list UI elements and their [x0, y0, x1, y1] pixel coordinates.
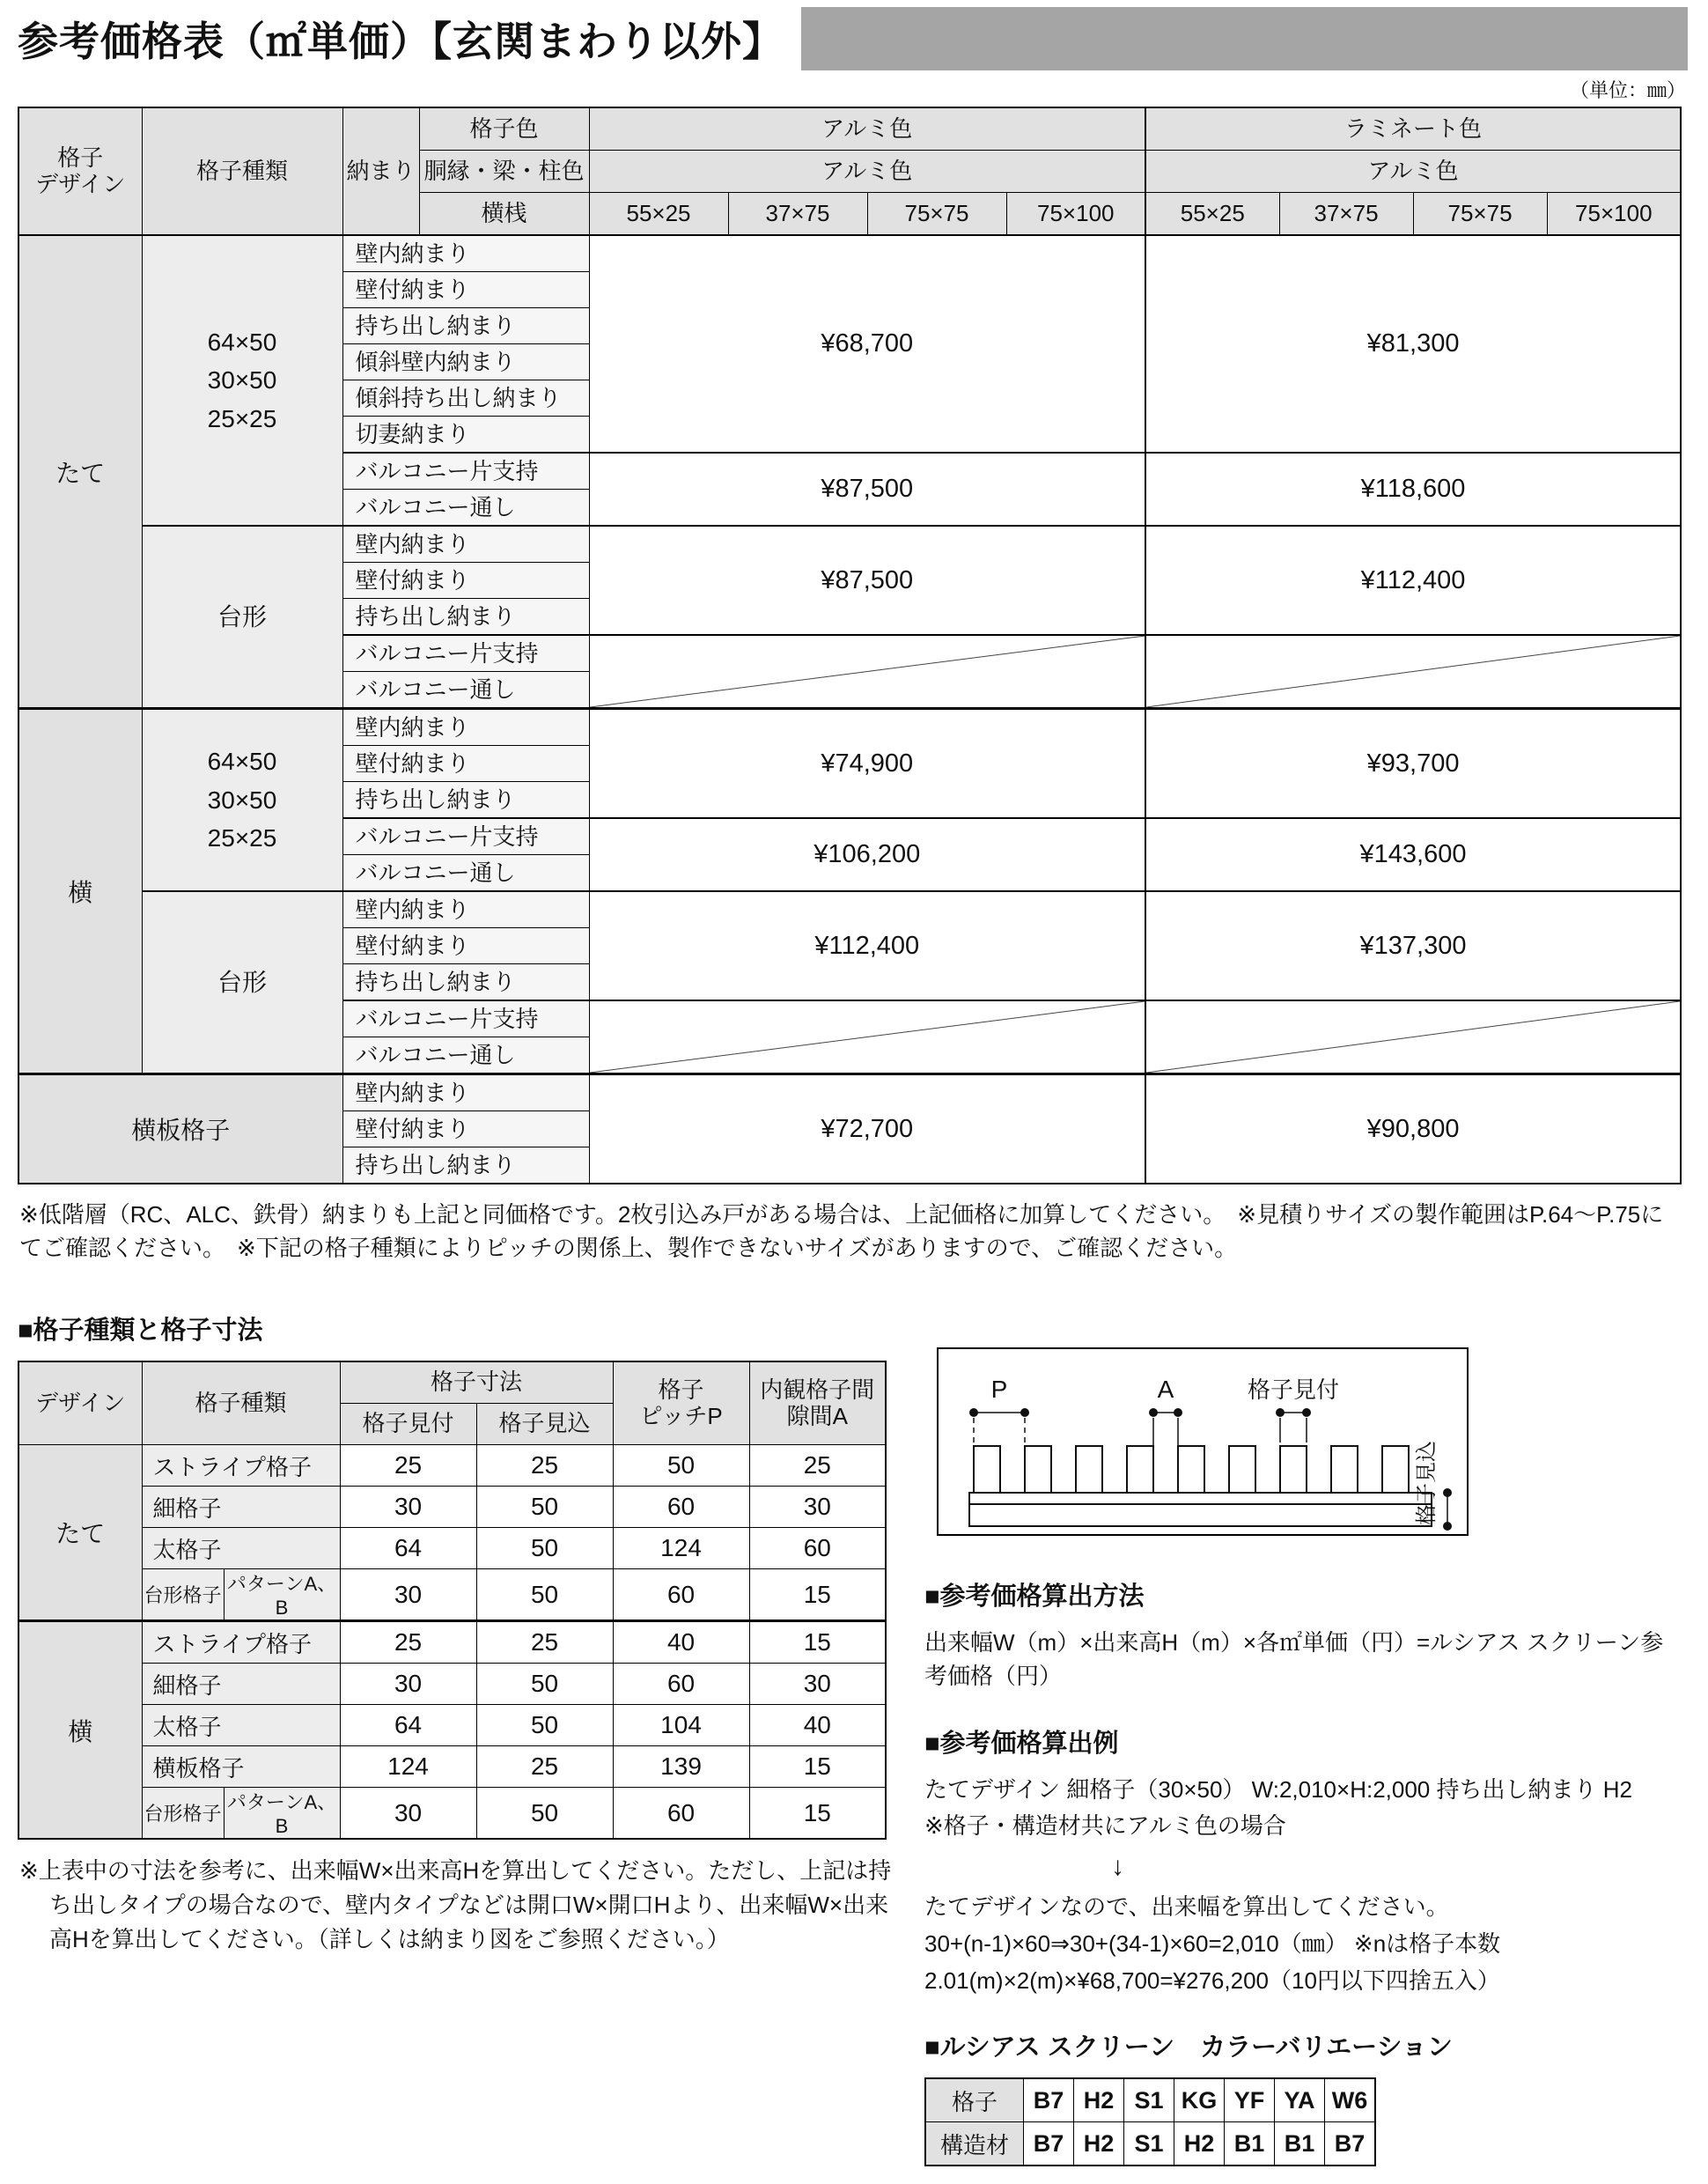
color-code-cell: H2 — [1074, 2078, 1124, 2122]
spec-gap-value: 15 — [749, 1788, 886, 1840]
price-cell: ¥74,900 — [589, 709, 1145, 819]
spec-gap-value: 15 — [749, 1621, 886, 1664]
page-title: 参考価格表（㎡単価）【玄関まわり以外】 — [18, 18, 784, 64]
price-cell: ¥81,300 — [1145, 235, 1681, 453]
spec-pitch-value: 139 — [613, 1746, 749, 1788]
not-available-cell — [1145, 1000, 1681, 1074]
spec-table-note: ※上表中の寸法を参考に、出来幅W×出来高Hを算出してください。ただし、上記は持ち出しタイプの場合なので、壁内タイプなどは開口W×開口Hより、出来幅W×出来高Hを算出してください。（詳しくは納まり図をご参照ください。） — [19, 1857, 892, 1953]
spec-type-cell: 細格子 — [142, 1664, 340, 1705]
diagonal-slash-icon — [1146, 636, 1680, 707]
spec-mitsuke-value: 64 — [340, 1528, 476, 1569]
spec-mitsuke-value: 25 — [340, 1621, 476, 1664]
spec-design-yoko: 横 — [18, 1621, 142, 1840]
osamari-cell: 壁内納まり — [342, 235, 589, 272]
header-frame-color: 胴縁・梁・柱色 — [419, 151, 589, 193]
spec-mikomi-value: 50 — [476, 1705, 613, 1746]
header-yokosan: 横桟 — [419, 193, 589, 236]
header-osamari: 納まり — [342, 107, 419, 235]
price-cell: ¥87,500 — [589, 453, 1145, 526]
diagonal-slash-icon — [590, 636, 1145, 707]
design-cell-tate: たて — [18, 235, 142, 709]
spec-type-cell: 横板格子 — [142, 1746, 340, 1788]
osamari-cell: 壁付納まり — [342, 272, 589, 308]
color-code-cell: YF — [1225, 2078, 1275, 2122]
spec-type-cell: 台形格子 — [142, 1569, 224, 1621]
header-size: 75×100 — [1006, 193, 1145, 236]
spec-pitch-value: 40 — [613, 1621, 749, 1664]
price-table-notes: ※低階層（RC、ALC、鉄骨）納まりも上記と同価格です。2枚引込み戸がある場合は、上記価格に加算してください。 ※見積りサイズの製作範囲はP.64〜P.75にてご確認ください。 ※下記の格子種類によりピッチの関係上、製作できないサイズがありますので、ご確認ください。 — [19, 1201, 1664, 1261]
header-size: 75×75 — [1413, 193, 1547, 236]
spec-pitch-value: 60 — [613, 1569, 749, 1621]
calc-example-line1: たてデザイン 細格子（30×50） W:2,010×H:2,000 持ち出し納まり H2 — [924, 1775, 1632, 1803]
osamari-cell: バルコニー通し — [342, 672, 589, 709]
calc-column — [924, 1310, 1682, 2166]
header-size: 75×100 — [1547, 193, 1681, 236]
spec-mitsuke-value: 30 — [340, 1664, 476, 1705]
design-cell-itagoshi: 横板格子 — [18, 1074, 342, 1184]
header-sub-alumi-1: アルミ色 — [589, 151, 1145, 193]
osamari-cell: 持ち出し納まり — [342, 964, 589, 1001]
bottom-section — [18, 1310, 1688, 2166]
price-cell: ¥137,300 — [1145, 891, 1681, 1000]
color-code-cell: B1 — [1225, 2122, 1275, 2166]
spec-mikomi-value: 50 — [476, 1528, 613, 1569]
spec-type-cell: 太格子 — [142, 1528, 340, 1569]
calc-example-line2: ※格子・構造材共にアルミ色の場合 — [924, 1812, 1286, 1840]
header-lattice-design-line2: デザイン — [35, 170, 126, 197]
spec-header-pitch-line1: 格子 — [658, 1376, 704, 1403]
price-cell: ¥143,600 — [1145, 818, 1681, 891]
spec-mikomi-value: 50 — [476, 1487, 613, 1528]
type-cell-sizes — [142, 709, 342, 892]
header-lattice-design — [18, 107, 142, 235]
color-code-cell: H2 — [1074, 2122, 1124, 2166]
spec-mikomi-value: 25 — [476, 1746, 613, 1788]
type-size-line: 64×50 — [207, 748, 277, 776]
calc-method-formula: 出来幅W（m）×出来高H（m）×各㎡単価（円）=ルシアス スクリーン参考価格（円） — [924, 1629, 1664, 1690]
diagonal-slash-icon — [1146, 1001, 1680, 1073]
spec-header-design: デザイン — [18, 1361, 142, 1445]
calc-example-title: ■参考価格算出例 — [924, 1729, 1119, 1758]
spec-mitsuke-value: 124 — [340, 1746, 476, 1788]
color-row-label: 格子 — [925, 2078, 1024, 2122]
spec-gap-value: 15 — [749, 1746, 886, 1788]
header-size: 75×75 — [867, 193, 1006, 236]
header-sub-alumi-2: アルミ色 — [1145, 151, 1681, 193]
diagram-label-mitsuke: 格子見付 — [1247, 1376, 1340, 1404]
title-gray-bar — [801, 7, 1688, 70]
not-available-cell — [589, 635, 1145, 709]
spec-header-gap-line2: 隙間A — [786, 1402, 848, 1429]
spec-mitsuke-value: 25 — [340, 1445, 476, 1487]
calc-method-title: ■参考価格算出方法 — [924, 1583, 1145, 1612]
spec-type-cell: 太格子 — [142, 1705, 340, 1746]
osamari-cell: 傾斜持ち出し納まり — [342, 380, 589, 417]
osamari-cell: 壁内納まり — [342, 1074, 589, 1111]
spec-header-mikomi: 格子見込 — [476, 1404, 613, 1445]
osamari-cell: 壁内納まり — [342, 709, 589, 746]
type-size-line: 30×50 — [207, 366, 277, 395]
price-cell: ¥112,400 — [589, 891, 1145, 1000]
color-code-cell: W6 — [1325, 2078, 1376, 2122]
osamari-cell: バルコニー片支持 — [342, 635, 589, 672]
price-cell: ¥72,700 — [589, 1074, 1145, 1184]
diagram-label-p: P — [990, 1376, 1008, 1404]
color-code-cell: YA — [1275, 2078, 1325, 2122]
spec-column — [18, 1310, 892, 1957]
spec-mikomi-value: 25 — [476, 1621, 613, 1664]
color-code-cell: B7 — [1024, 2078, 1074, 2122]
price-cell: ¥68,700 — [589, 235, 1145, 453]
spec-gap-value: 60 — [749, 1528, 886, 1569]
spec-header-pitch — [613, 1361, 749, 1445]
type-size-line: 25×25 — [207, 824, 277, 852]
price-cell: ¥93,700 — [1145, 709, 1681, 819]
header-lattice-type: 格子種類 — [142, 107, 342, 235]
color-code-cell: B7 — [1325, 2122, 1376, 2166]
color-code-cell: H2 — [1174, 2122, 1225, 2166]
header-lattice-color: 格子色 — [419, 107, 589, 151]
header-size: 37×75 — [1279, 193, 1413, 236]
spec-pitch-value: 104 — [613, 1705, 749, 1746]
type-size-line: 25×25 — [207, 404, 277, 432]
header-group-laminate: ラミネート色 — [1145, 107, 1681, 151]
spec-pitch-value: 60 — [613, 1664, 749, 1705]
osamari-cell: 壁付納まり — [342, 563, 589, 599]
diagonal-slash-icon — [590, 1001, 1145, 1073]
diagram-label-mikomi: 格子見込 — [1415, 1441, 1439, 1526]
spec-mitsuke-value: 30 — [340, 1487, 476, 1528]
osamari-cell: 切妻納まり — [342, 417, 589, 454]
spec-header-mitsuke: 格子見付 — [340, 1404, 476, 1445]
color-code-cell: S1 — [1124, 2078, 1174, 2122]
type-cell-daikei: 台形 — [142, 526, 342, 709]
calc-example-line3: たてデザインなので、出来幅を算出してください。 — [924, 1893, 1449, 1921]
osamari-cell: バルコニー通し — [342, 490, 589, 527]
spec-mitsuke-value: 30 — [340, 1788, 476, 1840]
price-cell: ¥118,600 — [1145, 453, 1681, 526]
spec-header-gap-line1: 内観格子間 — [760, 1376, 875, 1403]
header-size: 55×25 — [1145, 193, 1279, 236]
down-arrow-icon: ↓ — [1111, 1852, 1124, 1882]
osamari-cell: バルコニー片支持 — [342, 453, 589, 490]
spec-pattern-cell: パターンA、B — [224, 1788, 340, 1840]
spec-mitsuke-value: 30 — [340, 1569, 476, 1621]
spec-type-cell: 細格子 — [142, 1487, 340, 1528]
price-cell: ¥87,500 — [589, 526, 1145, 635]
spec-gap-value: 30 — [749, 1664, 886, 1705]
osamari-cell: 持ち出し納まり — [342, 599, 589, 636]
spec-gap-value: 15 — [749, 1569, 886, 1621]
type-cell-sizes — [142, 235, 342, 526]
type-size-line: 64×50 — [207, 328, 277, 356]
osamari-cell: バルコニー片支持 — [342, 818, 589, 855]
spec-gap-value: 30 — [749, 1487, 886, 1528]
calc-example-line4: 30+(n-1)×60⇒30+(34-1)×60=2,010（㎜） ※nは格子本数 — [924, 1929, 1501, 1957]
color-variation-title: ■ルシアス スクリーン カラーバリエーション — [924, 2033, 1453, 2062]
unit-note: （単位：㎜） — [1569, 79, 1686, 101]
header-lattice-design-line1: 格子 — [57, 144, 104, 171]
price-table — [18, 107, 1682, 1184]
osamari-cell: 壁付納まり — [342, 1111, 589, 1147]
spec-mikomi-value: 25 — [476, 1445, 613, 1487]
header-size: 55×25 — [589, 193, 728, 236]
osamari-cell: バルコニー片支持 — [342, 1000, 589, 1037]
osamari-cell: 壁付納まり — [342, 746, 589, 782]
osamari-cell: 傾斜壁内納まり — [342, 344, 589, 380]
spec-type-cell: ストライプ格子 — [142, 1621, 340, 1664]
spec-gap-value: 25 — [749, 1445, 886, 1487]
spec-design-tate: たて — [18, 1445, 142, 1621]
spec-pitch-value: 60 — [613, 1788, 749, 1840]
design-cell-yoko: 横 — [18, 709, 142, 1074]
price-cell: ¥112,400 — [1145, 526, 1681, 635]
spec-gap-value: 40 — [749, 1705, 886, 1746]
osamari-cell: 壁内納まり — [342, 526, 589, 563]
color-code-cell: S1 — [1124, 2122, 1174, 2166]
spec-type-cell: 台形格子 — [142, 1788, 224, 1840]
spec-pattern-cell: パターンA、B — [224, 1569, 340, 1621]
spec-mikomi-value: 50 — [476, 1788, 613, 1840]
spec-mikomi-value: 50 — [476, 1569, 613, 1621]
calc-example-line5: 2.01(m)×2(m)×¥68,700=¥276,200（10円以下四捨五入） — [924, 1966, 1500, 1994]
osamari-cell: 壁内納まり — [342, 891, 589, 928]
spec-type-cell: ストライプ格子 — [142, 1445, 340, 1487]
spec-mitsuke-value: 64 — [340, 1705, 476, 1746]
color-code-cell: KG — [1174, 2078, 1225, 2122]
osamari-cell: バルコニー通し — [342, 855, 589, 892]
lattice-diagram-drawing — [939, 1349, 1467, 1534]
spec-pitch-value: 124 — [613, 1528, 749, 1569]
osamari-cell: 持ち出し納まり — [342, 308, 589, 344]
spec-pitch-value: 50 — [613, 1445, 749, 1487]
spec-header-type: 格子種類 — [142, 1361, 340, 1445]
lattice-dimension-diagram — [937, 1347, 1469, 1536]
title-row — [18, 7, 1688, 70]
spec-mikomi-value: 50 — [476, 1664, 613, 1705]
spec-header-dims: 格子寸法 — [340, 1361, 613, 1404]
type-size-line: 30×50 — [207, 786, 277, 814]
osamari-cell: 持ち出し納まり — [342, 1147, 589, 1184]
osamari-cell: 壁付納まり — [342, 928, 589, 964]
not-available-cell — [1145, 635, 1681, 709]
spec-pitch-value: 60 — [613, 1487, 749, 1528]
diagram-label-a: A — [1157, 1376, 1174, 1404]
spec-table-title: ■格子種類と格子寸法 — [18, 1317, 263, 1346]
osamari-cell: バルコニー通し — [342, 1037, 589, 1074]
not-available-cell — [589, 1000, 1145, 1074]
type-cell-daikei: 台形 — [142, 891, 342, 1074]
price-cell: ¥90,800 — [1145, 1074, 1681, 1184]
spec-header-pitch-line2: ピッチP — [639, 1402, 723, 1429]
spec-table — [18, 1361, 887, 1840]
header-group-alumi: アルミ色 — [589, 107, 1145, 151]
color-row-label: 構造材 — [925, 2122, 1024, 2166]
color-variation-table — [924, 2077, 1376, 2166]
color-code-cell: B1 — [1275, 2122, 1325, 2166]
price-cell: ¥106,200 — [589, 818, 1145, 891]
header-size: 37×75 — [728, 193, 867, 236]
spec-header-gap — [749, 1361, 886, 1445]
osamari-cell: 持ち出し納まり — [342, 782, 589, 819]
color-code-cell: B7 — [1024, 2122, 1074, 2166]
